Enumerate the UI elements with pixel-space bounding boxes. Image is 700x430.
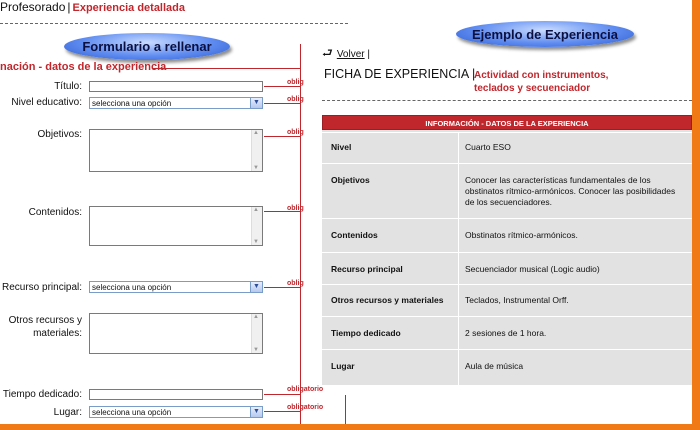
tiempo-input[interactable] bbox=[89, 389, 263, 400]
example-callout-label: Ejemplo de Experiencia bbox=[472, 26, 618, 42]
page-header bbox=[0, 0, 185, 20]
table-row-lugar bbox=[322, 349, 692, 386]
example-callout-bubble bbox=[456, 21, 634, 47]
row-key: Otros recursos y materiales bbox=[331, 295, 444, 305]
lugar-label: Lugar: bbox=[53, 407, 82, 418]
recurso-select-value: selecciona una opción bbox=[92, 283, 172, 292]
nivel-label: Nivel educativo: bbox=[11, 97, 82, 108]
nivel-oblig: oblig bbox=[287, 96, 304, 103]
volver-link[interactable]: Volver bbox=[336, 49, 365, 60]
row-key: Objetivos bbox=[331, 175, 370, 185]
chevron-down-icon[interactable]: ▼ bbox=[250, 282, 262, 292]
row-key: Recurso principal bbox=[331, 264, 403, 274]
table-row-nivel bbox=[322, 132, 692, 164]
tiempo-oblig-line bbox=[264, 394, 300, 395]
nivel-oblig-line bbox=[264, 103, 300, 104]
recurso-oblig-line bbox=[264, 287, 300, 288]
header-current-page: Experiencia detallada bbox=[72, 2, 185, 14]
row-key: Nivel bbox=[331, 142, 352, 152]
form-callout-bubble bbox=[64, 33, 230, 60]
table-row-objetivos bbox=[322, 163, 692, 219]
otros-label: Otros recursos y materiales: bbox=[8, 315, 82, 339]
lugar-select[interactable] bbox=[89, 406, 263, 418]
tiempo-oblig: obligatorio bbox=[287, 386, 324, 393]
titulo-input[interactable] bbox=[89, 81, 263, 92]
experience-table-header: INFORMACIÓN - DATOS DE LA EXPERIENCIA bbox=[322, 115, 692, 130]
row-value: Secuenciador musical (Logic audio) bbox=[465, 264, 600, 274]
nivel-select[interactable] bbox=[89, 97, 263, 109]
ficha-subtitle bbox=[474, 69, 608, 95]
row-divider bbox=[458, 164, 459, 219]
row-key: Contenidos bbox=[331, 230, 378, 240]
row-value: Cuarto ESO bbox=[465, 142, 511, 152]
titulo-oblig-line bbox=[264, 86, 300, 87]
contenidos-textarea[interactable] bbox=[89, 206, 263, 246]
objetivos-oblig-line bbox=[264, 136, 300, 137]
lugar-oblig-line bbox=[264, 411, 300, 412]
ficha-title: FICHA DE EXPERIENCIA | bbox=[324, 67, 476, 81]
contenidos-scrollbar[interactable] bbox=[251, 207, 262, 245]
row-value: 2 sesiones de 1 hora. bbox=[465, 328, 547, 338]
tiempo-label: Tiempo dedicado: bbox=[2, 389, 82, 400]
objetivos-textarea[interactable] bbox=[89, 129, 263, 172]
titulo-label: Título: bbox=[54, 81, 82, 92]
contenidos-label: Contenidos: bbox=[28, 207, 82, 218]
recurso-oblig: oblig bbox=[287, 280, 304, 287]
row-value: Aula de música bbox=[465, 361, 524, 371]
form-callout-label: Formulario a rellenar bbox=[82, 39, 212, 54]
nivel-select-value: selecciona una opción bbox=[92, 99, 172, 108]
lugar-oblig: obligatorio bbox=[287, 404, 324, 411]
lugar-select-value: selecciona una opción bbox=[92, 408, 172, 417]
titulo-oblig: oblig bbox=[287, 79, 304, 86]
contenidos-oblig: oblig bbox=[287, 205, 304, 212]
row-key: Tiempo dedicado bbox=[331, 328, 401, 338]
experience-table bbox=[322, 115, 692, 385]
table-row-recurso bbox=[322, 252, 692, 285]
table-row-tiempo bbox=[322, 316, 692, 350]
row-value: Teclados, Instrumental Orff. bbox=[465, 295, 569, 305]
ficha-subtitle-line1: Actividad con instrumentos, bbox=[474, 70, 609, 81]
row-divider bbox=[458, 317, 459, 350]
header-section[interactable]: Profesorado bbox=[0, 0, 66, 14]
header-divider bbox=[0, 23, 348, 24]
recurso-label: Recurso principal: bbox=[2, 282, 83, 293]
row-divider bbox=[458, 133, 459, 164]
row-value: Conocer las características fundamentales de los obstinatos rítmico-armónicos. Conocer las posibilidades de los secuenciadores. bbox=[465, 175, 676, 207]
row-value: Obstinatos rítmico-armónicos. bbox=[465, 230, 578, 240]
table-row-contenidos bbox=[322, 218, 692, 253]
back-arrow-icon[interactable]: ⮐ bbox=[322, 46, 333, 60]
volver-separator: | bbox=[367, 49, 370, 60]
header-separator: | bbox=[67, 0, 71, 14]
row-divider bbox=[458, 253, 459, 285]
chevron-down-icon[interactable]: ▼ bbox=[250, 407, 262, 417]
form-section-rule bbox=[152, 68, 300, 69]
bottom-red-divider bbox=[345, 395, 346, 424]
row-divider bbox=[458, 285, 459, 317]
objetivos-scrollbar[interactable] bbox=[251, 130, 262, 171]
chevron-down-icon[interactable]: ▼ bbox=[250, 98, 262, 108]
form-section-title: nación - datos de la experiencia bbox=[0, 61, 167, 73]
row-divider bbox=[458, 350, 459, 386]
otros-scrollbar[interactable] bbox=[251, 314, 262, 353]
objetivos-oblig: oblig bbox=[287, 129, 304, 136]
objetivos-label: Objetivos: bbox=[37, 129, 82, 140]
otros-textarea[interactable] bbox=[89, 313, 263, 354]
row-divider bbox=[458, 219, 459, 253]
recurso-select[interactable] bbox=[89, 281, 263, 293]
ficha-subtitle-line2: teclados y secuenciador bbox=[474, 83, 591, 94]
table-row-otros bbox=[322, 284, 692, 317]
volver-nav bbox=[322, 44, 370, 65]
row-key: Lugar bbox=[331, 361, 355, 371]
ficha-divider bbox=[322, 100, 692, 101]
